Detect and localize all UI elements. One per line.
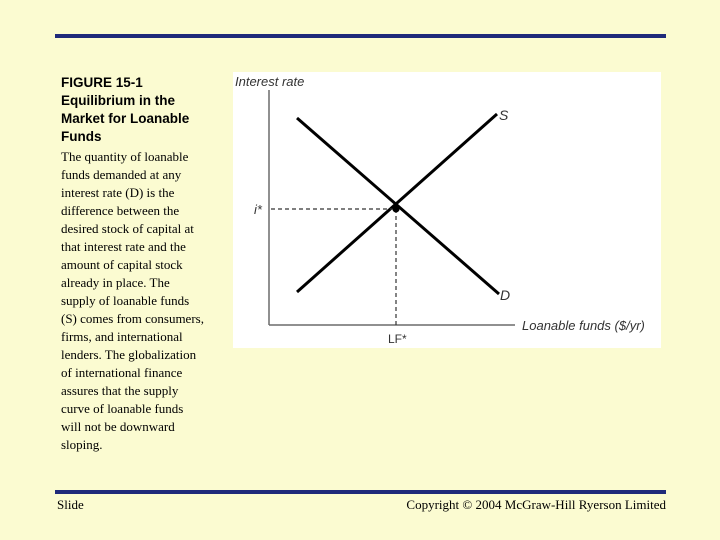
demand-label: D	[500, 287, 511, 303]
x-axis-label: Loanable funds ($/yr)	[522, 318, 645, 333]
figure-title-line: Funds	[61, 129, 102, 144]
figure-caption	[61, 74, 231, 454]
equilibrium-point	[393, 206, 400, 213]
description-line: lenders. The globalization	[61, 347, 197, 362]
description-line: of international finance	[61, 365, 183, 380]
description-line: interest rate (D) is the	[61, 185, 175, 200]
figure-description	[61, 148, 231, 454]
description-line: difference between the	[61, 203, 180, 218]
description-line: desired stock of capital at	[61, 221, 194, 236]
figure-title	[61, 92, 231, 146]
description-line: funds demanded at any	[61, 167, 182, 182]
description-line: that interest rate and the	[61, 239, 186, 254]
slide-label: Slide	[57, 497, 84, 512]
description-line: (S) comes from consumers,	[61, 311, 204, 326]
bottom-rule	[55, 490, 666, 494]
equilibrium-rate-label: i*	[254, 202, 262, 217]
figure-title-line: Market for Loanable	[61, 111, 190, 126]
description-line: curve of loanable funds	[61, 401, 184, 416]
description-line: already in place. The	[61, 275, 170, 290]
loanable-funds-diagram	[233, 72, 661, 348]
figure-number: FIGURE 15-1	[61, 75, 143, 90]
figure-title-line: Equilibrium in the	[61, 93, 175, 108]
top-rule	[55, 34, 666, 38]
description-line: The quantity of loanable	[61, 149, 189, 164]
demand-curve	[297, 118, 499, 294]
description-line: firms, and international	[61, 329, 183, 344]
description-line: sloping.	[61, 437, 103, 452]
supply-label: S	[499, 107, 509, 123]
description-line: will not be downward	[61, 419, 175, 434]
description-line: assures that the supply	[61, 383, 179, 398]
copyright-notice: Copyright © 2004 McGraw-Hill Ryerson Limited	[406, 497, 666, 512]
description-line: amount of capital stock	[61, 257, 183, 272]
description-line: supply of loanable funds	[61, 293, 190, 308]
y-axis-label: Interest rate	[235, 74, 305, 89]
equilibrium-quantity-label: LF*	[388, 332, 407, 346]
diagram-svg	[233, 72, 661, 348]
